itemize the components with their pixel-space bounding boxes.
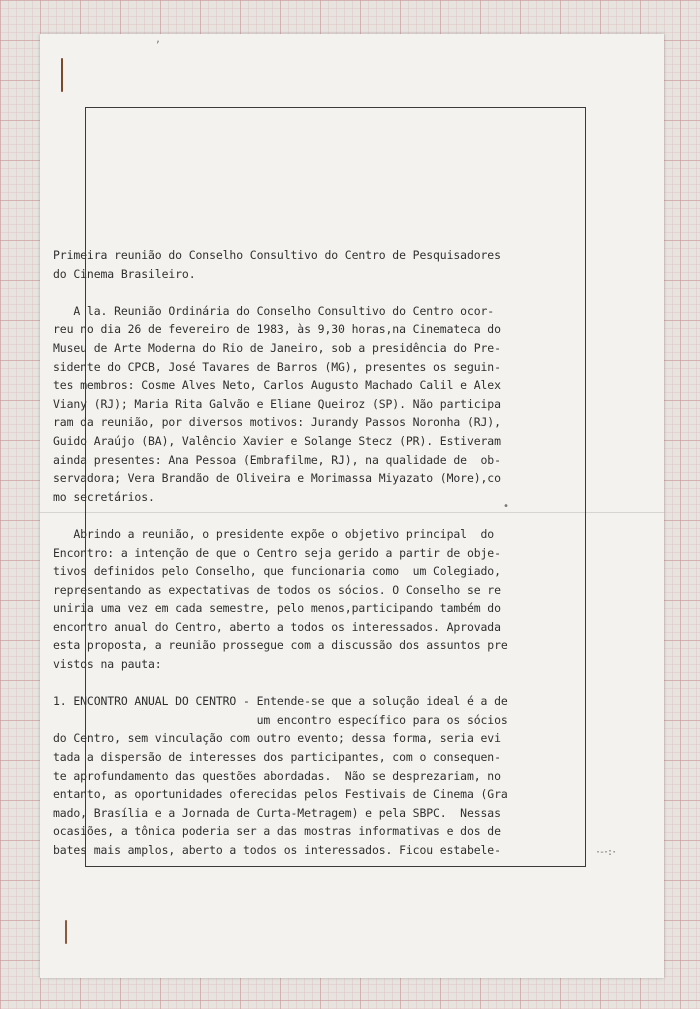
text-line: mado, Brasília e a Jornada de Curta-Metragem) e pela SBPC. Nessas bbox=[53, 805, 501, 820]
text-line: te aprofundamento das questões abordadas. Não se desprezariam, no bbox=[53, 768, 501, 783]
text-line: do Centro, sem vinculação com outro evento; dessa forma, seria evi bbox=[53, 731, 501, 746]
binding-mark-top bbox=[61, 58, 63, 92]
text-line: ram da reunião, por diversos motivos: Jurandy Passos Noronha (RJ), bbox=[53, 415, 501, 430]
text-line: Primeira reunião do Conselho Consultivo do Centro de Pesquisadores bbox=[53, 248, 501, 262]
agenda-item-1 bbox=[53, 692, 553, 859]
text-line: uniria uma vez em cada semestre, pelo menos,participando também do bbox=[53, 601, 501, 616]
text-line: Guido Araújo (BA), Valêncio Xavier e Solange Stecz (PR). Estiveram bbox=[53, 433, 501, 448]
text-line: esta proposta, a reunião prossegue com a discussão dos assuntos pre bbox=[53, 638, 508, 653]
text-line: tivos definidos pelo Conselho, que funcionaria como um Colegiado, bbox=[53, 564, 501, 579]
text-line: Viany (RJ); Maria Rita Galvão e Eliane Queiroz (SP). Não participa bbox=[53, 396, 501, 411]
text-line: mo secretários. bbox=[53, 489, 155, 504]
text-line: Encontro: a intenção de que o Centro seja gerido a partir de obje- bbox=[53, 545, 501, 560]
text-line: representando as expectativas de todos os sócios. O Conselho se re bbox=[53, 582, 501, 597]
text-line: A la. Reunião Ordinária do Conselho Consultivo do Centro ocor- bbox=[53, 303, 495, 318]
ink-speck: • bbox=[503, 501, 510, 512]
document-title bbox=[53, 246, 553, 283]
text-line: do Cinema Brasileiro. bbox=[53, 266, 196, 281]
text-line: encontro anual do Centro, aberto a todos os interessados. Aprovada bbox=[53, 619, 501, 634]
text-line: Abrindo a reunião, o presidente expõe o objetivo principal do bbox=[53, 526, 495, 541]
paragraph-opening bbox=[53, 525, 553, 674]
text-line: tada a dispersão de interesses dos participantes, com o consequen- bbox=[53, 750, 501, 765]
text-line: um encontro específico para os sócios bbox=[53, 712, 508, 727]
ink-smudge: ·-·:· bbox=[595, 847, 616, 858]
text-line: Museu de Arte Moderna do Rio de Janeiro, sob a presidência do Pre- bbox=[53, 340, 501, 355]
text-line: 1. ENCONTRO ANUAL DO CENTRO - Entende-se que a solução ideal é a de bbox=[53, 694, 508, 709]
text-line: bates mais amplos, aberto a todos os interessados. Ficou estabele- bbox=[53, 843, 501, 857]
text-line: ainda presentes: Ana Pessoa (Embrafilme, RJ), na qualidade de ob- bbox=[53, 452, 501, 467]
typed-text-body bbox=[53, 246, 553, 860]
text-line: tes membros: Cosme Alves Neto, Carlos Augusto Machado Calil e Alex bbox=[53, 378, 501, 393]
text-line: servadora; Vera Brandão de Oliveira e Morimassa Miyazato (More),co bbox=[53, 471, 501, 486]
binding-mark-bottom bbox=[65, 920, 67, 944]
text-line: sidente do CPCB, José Tavares de Barros (MG), presentes os seguin- bbox=[53, 359, 501, 374]
text-line: vistos na pauta: bbox=[53, 657, 162, 672]
text-line: ocasiões, a tônica poderia ser a das mostras informativas e dos de bbox=[53, 824, 501, 839]
ink-speck: , bbox=[155, 34, 162, 45]
text-line: entanto, as oportunidades oferecidas pelos Festivais de Cinema (Gra bbox=[53, 787, 508, 802]
text-line: reu no dia 26 de fevereiro de 1983, às 9,30 horas,na Cinemateca do bbox=[53, 322, 501, 337]
paragraph-attendance bbox=[53, 302, 553, 507]
